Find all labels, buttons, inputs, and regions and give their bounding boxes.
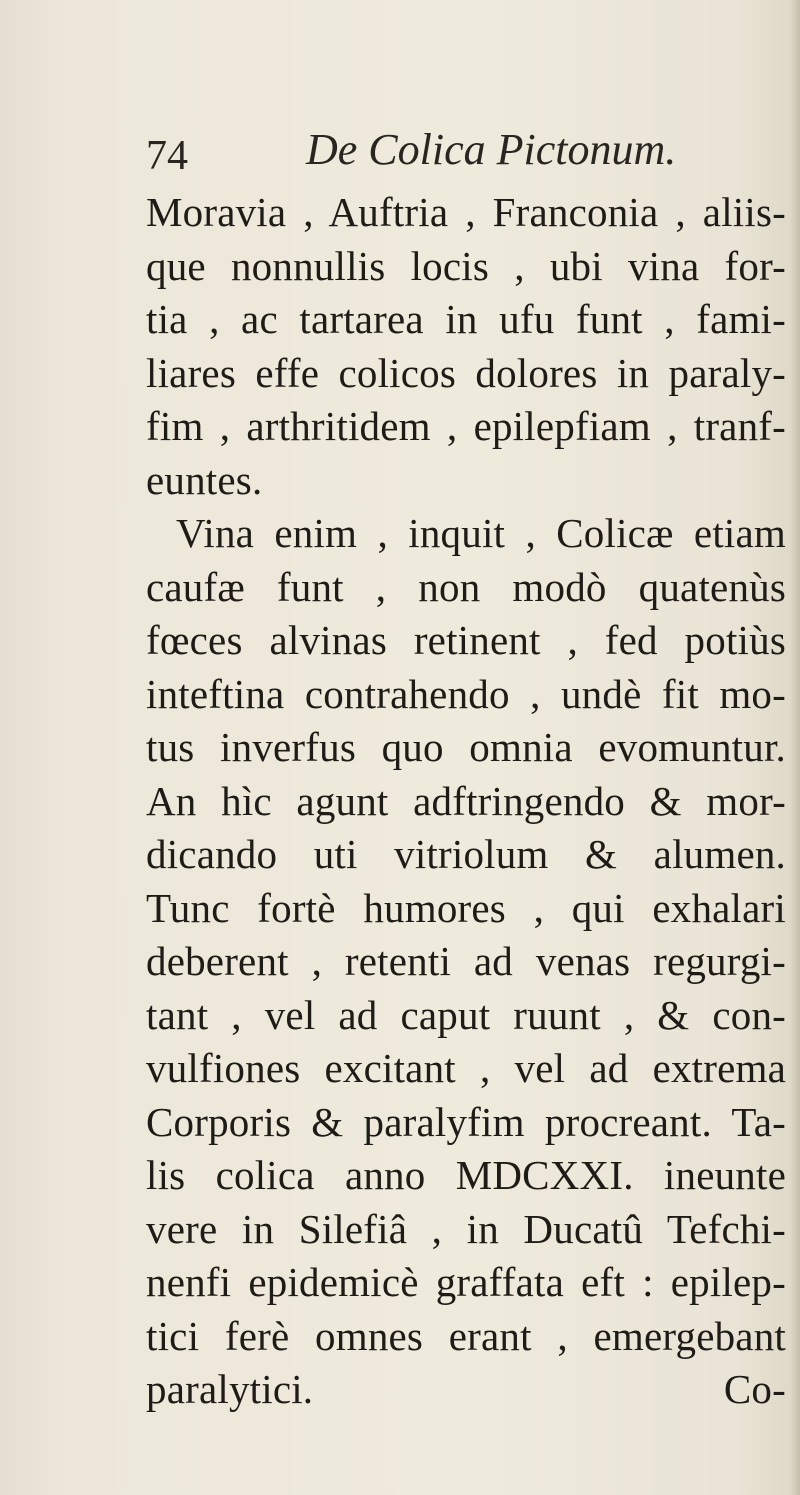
text-line: Corporis & paralyfim procreant. Ta-: [146, 1098, 786, 1145]
text-line: An hìc agunt adftringendo & mor-: [146, 777, 786, 824]
page-edge-shadow: [790, 0, 800, 1495]
text-line: caufæ funt , non modò quatenùs: [146, 563, 786, 610]
text-line: paralytici.: [146, 1366, 314, 1412]
text-line: deberent , retenti ad venas regurgi-: [146, 938, 786, 984]
text-line: vere in Silefiâ , in Ducatû Tefchi-: [146, 1205, 786, 1252]
text-line: inteftina contrahendo , undè fit mo-: [146, 670, 786, 717]
page-number: 74: [146, 133, 188, 179]
text-line: lis colica anno MDCXXI. ineunte: [146, 1152, 786, 1198]
text-line: que nonnullis locis , ubi vina for-: [146, 242, 786, 289]
text-line: dicando uti vitriolum & alumen.: [146, 831, 786, 877]
text-line: fim , arthritidem , epilepfiam , tranf-: [146, 403, 786, 449]
catchword: Co-: [723, 1366, 786, 1412]
text-line: liares effe colicos dolores in paraly-: [146, 349, 786, 396]
text-line: tia , ac tartarea in ufu funt , fami-: [146, 296, 786, 342]
text-line: tant , vel ad caput ruunt , & con-: [146, 991, 786, 1038]
body-text: [146, 186, 786, 1417]
text-line: tici ferè omnes erant , emergebant: [146, 1312, 786, 1359]
text-line: nenfi epidemicè graffata eft : epilep-: [146, 1259, 786, 1305]
text-line: Moravia , Auftria , Franconia , aliis-: [146, 189, 786, 235]
running-head: [146, 124, 746, 184]
last-line: [146, 1363, 786, 1417]
text-line: euntes.: [146, 456, 263, 503]
text-line: tus inverfus quo omnia evomuntur.: [146, 724, 786, 770]
text-line: vulfiones excitant , vel ad extrema: [146, 1045, 786, 1091]
text-line: Tunc fortè humores , qui exhalari: [146, 884, 786, 931]
text-line: Vina enim , inquit , Colicæ etiam: [176, 510, 786, 556]
running-title: De Colica Pictonum.: [306, 125, 677, 174]
text-line: fœces alvinas retinent , fed potiùs: [146, 617, 786, 663]
